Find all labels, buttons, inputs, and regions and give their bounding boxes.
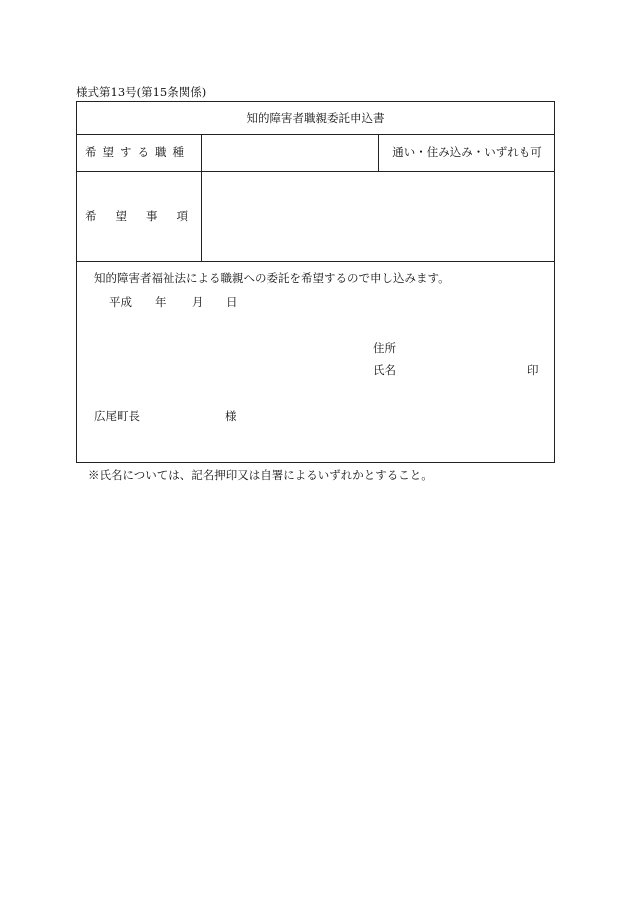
desired-items-label: 希望事項: [85, 209, 207, 223]
name-label: 氏名: [373, 363, 396, 377]
address-label: 住所: [373, 341, 396, 355]
declaration-text: 知的障害者福祉法による職親への委託を希望するので申し込みます。: [94, 271, 450, 285]
date-era: 平成: [109, 295, 132, 309]
form-title: 知的障害者職親委託申込書: [246, 111, 385, 125]
date-month: 月: [192, 295, 204, 309]
divider-wish-row: [77, 261, 554, 262]
seal-label: 印: [527, 363, 539, 377]
form-reference: 様式第13号(第15条関係): [76, 85, 207, 99]
application-form: [76, 101, 555, 463]
recipient-label: 広尾町長: [94, 409, 140, 423]
date-day: 日: [226, 295, 238, 309]
desired-job-label: 希望する職種: [85, 145, 190, 159]
label-column-divider: [201, 134, 202, 261]
honorific-label: 様: [225, 409, 237, 423]
commute-options: 通い・住み込み・いずれも可: [392, 145, 542, 159]
date-year: 年: [155, 295, 167, 309]
footnote: ※氏名については、記名押印又は自署によるいずれかとすること。: [88, 468, 433, 482]
